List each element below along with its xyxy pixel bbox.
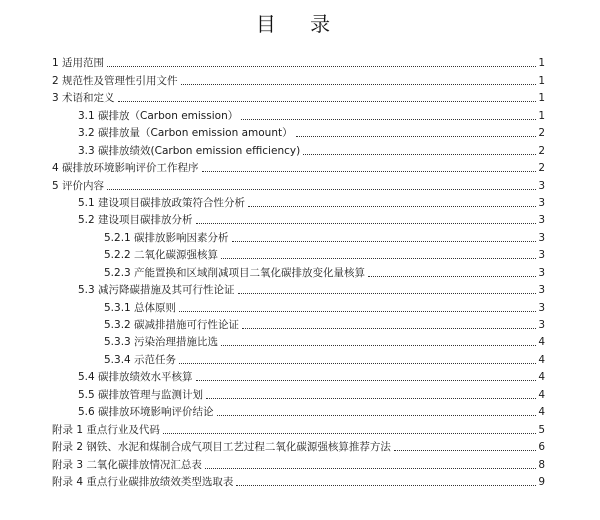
toc-entry-page-number: 2 (538, 144, 545, 157)
toc-dot-leader (241, 118, 536, 120)
toc-dot-leader (206, 397, 536, 399)
toc-entry-label: 1 适用范围 (52, 57, 105, 70)
toc-entry[interactable] (52, 280, 545, 297)
toc-dot-leader (179, 310, 536, 312)
toc-dot-leader (202, 170, 537, 172)
toc-entry-page-number: 3 (538, 319, 545, 331)
toc-entry[interactable] (52, 262, 545, 279)
toc-dot-leader (221, 257, 536, 259)
toc-entry-page-number: 8 (538, 458, 545, 471)
toc-entry-label: 附录 1 重点行业及代码 (52, 423, 160, 436)
toc-entry-label: 4 碳排放环境影响评价工作程序 (52, 162, 199, 175)
toc-entry[interactable] (52, 419, 545, 436)
toc-dot-leader (242, 327, 536, 329)
toc-entry-label: 附录 4 重点行业碳排放绩效类型选取表 (52, 475, 234, 488)
toc-entry-label: 5.3.2 碳减排措施可行性论证 (104, 319, 240, 331)
toc-dot-leader (196, 379, 537, 381)
toc-entry-label: 3.1 碳排放（Carbon emission） (78, 109, 239, 122)
toc-dot-leader (179, 362, 536, 364)
toc-dot-leader (238, 292, 537, 294)
toc-dot-leader (248, 205, 536, 207)
toc-entry-label: 5.2.2 二氧化碳源强核算 (104, 249, 219, 262)
toc-dot-leader (107, 188, 536, 190)
toc-entry-page-number: 1 (538, 74, 545, 87)
toc-entry-page-number: 3 (538, 196, 545, 209)
toc-entry[interactable] (52, 384, 545, 401)
toc-entry-page-number: 5 (538, 423, 545, 436)
toc-entry-label: 5.2.3 产能置换和区域削减项目二氧化碳排放变化量核算 (104, 266, 366, 279)
toc-entry-label: 5.3.1 总体原则 (104, 301, 177, 314)
toc-entry-page-number: 3 (538, 284, 545, 297)
toc-entry[interactable] (52, 245, 545, 262)
toc-entry[interactable] (52, 123, 545, 140)
toc-entry[interactable] (52, 472, 545, 489)
toc-entry[interactable] (52, 227, 545, 244)
toc-entry[interactable] (52, 315, 545, 332)
toc-entry-label: 5.2 建设项目碳排放分析 (78, 214, 193, 227)
toc-dot-leader (394, 449, 536, 451)
toc-dot-leader (296, 135, 537, 137)
toc-entry-label: 5.6 碳排放环境影响评价结论 (78, 406, 214, 419)
toc-dot-leader (217, 414, 537, 416)
toc-entry[interactable] (52, 158, 545, 175)
toc-dot-leader (196, 222, 537, 224)
toc-entry[interactable] (52, 349, 545, 366)
toc-entry-label: 3.2 碳排放量（Carbon emission amount） (78, 127, 293, 140)
toc-entry-page-number: 4 (538, 388, 545, 401)
toc-entry-label: 3 术语和定义 (52, 92, 115, 105)
toc-dot-leader (107, 65, 536, 67)
toc-dot-leader (368, 275, 536, 277)
toc-dot-leader (163, 432, 536, 434)
toc-entry-page-number: 4 (538, 336, 545, 349)
toc-entry[interactable] (52, 140, 545, 157)
toc-entry-page-number: 3 (538, 266, 545, 279)
toc-entry-label: 5 评价内容 (52, 179, 105, 192)
toc-entry-page-number: 3 (538, 231, 545, 244)
toc-entry-page-number: 3 (538, 249, 545, 262)
toc-entry[interactable] (52, 53, 545, 70)
toc-entry-page-number: 1 (538, 109, 545, 122)
toc-entry-label: 3.3 碳排放绩效(Carbon emission efficiency) (78, 144, 301, 157)
toc-dot-leader (181, 83, 537, 85)
toc-entry-page-number: 1 (538, 92, 545, 105)
toc-entry-label: 附录 3 二氧化碳排放情况汇总表 (52, 458, 202, 471)
toc-entry-page-number: 2 (538, 162, 545, 175)
toc-entry-label: 附录 2 钢铁、水泥和煤制合成气项目工艺过程二氧化碳源强核算推荐方法 (52, 441, 391, 454)
toc-dot-leader (236, 484, 536, 486)
toc-entry[interactable] (52, 454, 545, 471)
toc-entry-page-number: 9 (538, 475, 545, 488)
toc-entry[interactable] (52, 402, 545, 419)
table-of-contents (52, 53, 545, 489)
toc-entry-page-number: 6 (538, 441, 545, 454)
toc-entry-page-number: 3 (538, 214, 545, 227)
toc-dot-leader (221, 344, 536, 346)
toc-dot-leader (205, 467, 536, 469)
toc-entry-label: 5.1 建设项目碳排放政策符合性分析 (78, 196, 246, 209)
toc-entry-page-number: 3 (538, 301, 545, 314)
toc-entry-label: 2 规范性及管理性引用文件 (52, 74, 178, 87)
toc-entry[interactable] (52, 105, 545, 122)
toc-entry[interactable] (52, 297, 545, 314)
toc-entry[interactable] (52, 193, 545, 210)
toc-entry-page-number: 3 (538, 179, 545, 192)
toc-entry[interactable] (52, 88, 545, 105)
toc-entry[interactable] (52, 437, 545, 454)
toc-entry-label: 5.3.3 污染治理措施比选 (104, 336, 219, 349)
document-title: 目 录 (255, 12, 345, 36)
toc-entry-label: 5.2.1 碳排放影响因素分析 (104, 231, 229, 244)
toc-dot-leader (303, 153, 536, 155)
toc-entry-label: 5.5 碳排放管理与监测计划 (78, 388, 204, 401)
toc-entry-label: 5.3 减污降碳措施及其可行性论证 (78, 284, 235, 297)
toc-entry[interactable] (52, 367, 545, 384)
toc-entry-page-number: 4 (538, 371, 545, 384)
toc-dot-leader (232, 240, 537, 242)
toc-entry-label: 5.3.4 示范任务 (104, 353, 177, 366)
toc-entry-page-number: 4 (538, 406, 545, 419)
toc-entry-page-number: 4 (538, 353, 545, 366)
toc-entry-label: 5.4 碳排放绩效水平核算 (78, 371, 193, 384)
toc-entry[interactable] (52, 332, 545, 349)
toc-entry-page-number: 2 (538, 127, 545, 140)
toc-entry[interactable] (52, 210, 545, 227)
toc-entry-page-number: 1 (538, 57, 545, 70)
toc-dot-leader (118, 100, 537, 102)
toc-entry[interactable] (52, 70, 545, 87)
toc-entry[interactable] (52, 175, 545, 192)
